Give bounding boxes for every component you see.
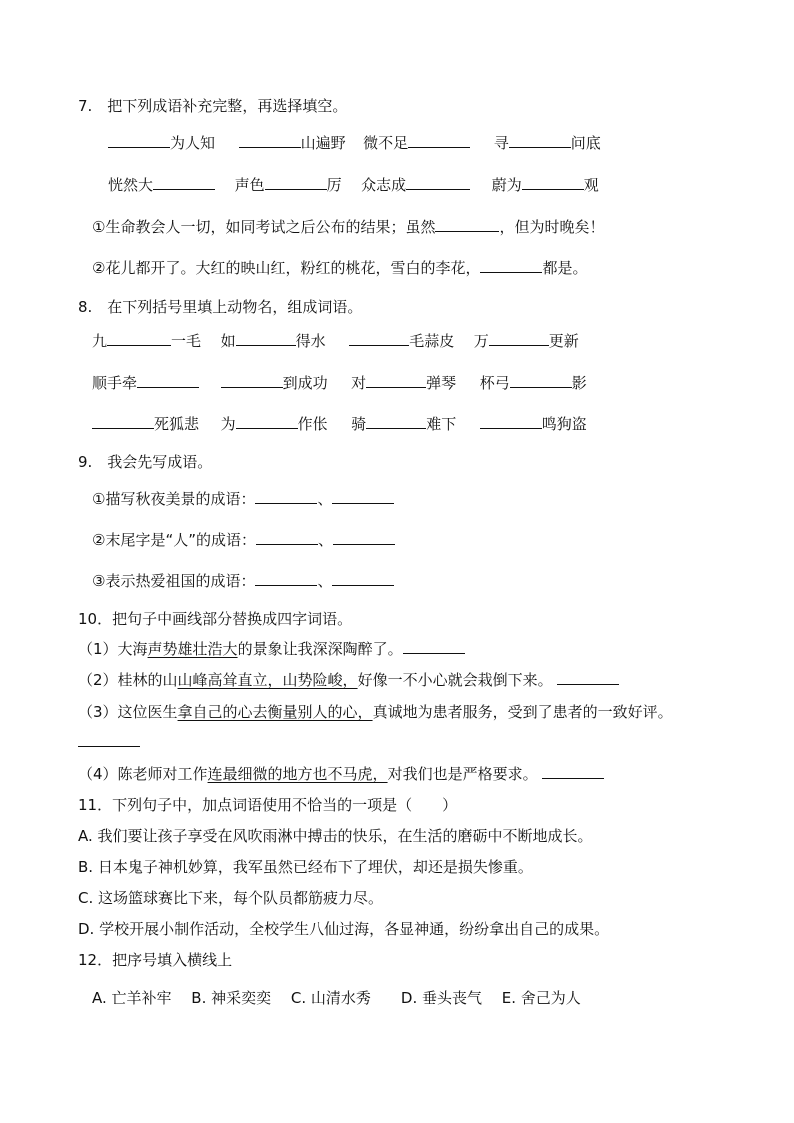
blank[interactable] — [510, 373, 572, 388]
q11-title: 11．下列句子中，加点词语使用不恰当的一项是（ ） — [78, 796, 458, 814]
q8-title: 8. 在下列括号里填上动物名，组成词语。 — [78, 298, 363, 316]
blank[interactable] — [255, 489, 317, 504]
blank[interactable] — [489, 331, 549, 346]
q11-option-d[interactable]: D. 学校开展小制作活动，全校学生八仙过海，各显神通，纷纷拿出自己的成果。 — [78, 920, 610, 938]
blank[interactable] — [239, 133, 301, 148]
blank[interactable] — [332, 489, 394, 504]
blank[interactable] — [221, 373, 283, 388]
q7-row1: 为人知 山遍野 微不足 寻 问底 — [108, 133, 601, 153]
blank[interactable] — [522, 175, 584, 190]
blank[interactable] — [349, 331, 409, 346]
blank[interactable] — [236, 414, 298, 429]
blank[interactable] — [255, 571, 317, 586]
blank[interactable] — [366, 414, 426, 429]
blank[interactable] — [265, 175, 327, 190]
q7-title: 7. 把下列成语补充完整，再选择填空。 — [78, 97, 348, 115]
underlined-phrase: 拿自己的心去衡量别人的心， — [177, 703, 373, 721]
q7-row2: 恍然大 声色 厉 众志成 蔚为 观 — [108, 176, 599, 194]
blank[interactable] — [406, 175, 470, 190]
blank[interactable] — [480, 258, 542, 273]
q7-sentence-2: ②花儿都开了。大红的映山红，粉红的桃花，雪白的李花， 都是。 — [92, 259, 588, 277]
q10-sentence-4: （4）陈老师对工作连最细微的地方也不马虎，对我们也是严格要求。 — [78, 764, 604, 784]
blank[interactable] — [137, 373, 199, 388]
blank[interactable] — [435, 217, 499, 232]
q10-sentence-2: （2）桂林的山山峰高耸直立，山势险峻，好像一不小心就会栽倒下来。 — [78, 670, 619, 690]
q11-option-c[interactable]: C. 这场篮球赛比下来，每个队员都筋疲力尽。 — [78, 889, 384, 907]
q11-option-a[interactable]: A. 我们要让孩子享受在风吹雨淋中搏击的快乐，在生活的磨砺中不断地成长。 — [78, 827, 593, 845]
q12-options: A. 亡羊补牢 B. 神采奕奕 C. 山清水秀 D. 垂头丧气 E. 舍己为人 — [92, 989, 581, 1007]
q10-title: 10．把句子中画线部分替换成四字词语。 — [78, 610, 353, 628]
blank[interactable] — [509, 133, 571, 148]
blank[interactable] — [408, 133, 470, 148]
blank[interactable] — [542, 764, 604, 779]
blank[interactable] — [78, 732, 140, 747]
blank[interactable] — [403, 639, 465, 654]
q9-title: 9. 我会先写成语。 — [78, 453, 213, 471]
blank[interactable] — [153, 175, 215, 190]
blank[interactable] — [236, 331, 296, 346]
underlined-phrase: 连最细微的地方也不马虎， — [207, 765, 388, 783]
q12-title: 12．把序号填入横线上 — [78, 951, 233, 969]
blank[interactable] — [107, 331, 171, 346]
blank[interactable] — [480, 414, 542, 429]
q11-option-b[interactable]: B. 日本鬼子神机妙算，我军虽然已经布下了埋伏，却还是损失惨重。 — [78, 858, 533, 876]
q10-sentence-1: （1）大海声势雄壮浩大的景象让我深深陶醉了。 — [78, 639, 465, 659]
blank[interactable] — [366, 373, 426, 388]
q7-sentence-1: ①生命教会人一切，如同考试之后公布的结果；虽然 ，但为时晚矣！ — [92, 218, 605, 236]
blank[interactable] — [256, 530, 318, 545]
blank[interactable] — [108, 133, 170, 148]
q10-sentence-3-blank — [78, 732, 140, 752]
blank[interactable] — [92, 414, 154, 429]
q8-row2: 顺手牵 到成功 对 弹琴 杯弓 影 — [92, 374, 587, 392]
blank[interactable] — [557, 670, 619, 685]
q9-item-c: ③表示热爱祖国的成语： 、 — [92, 571, 394, 591]
blank[interactable] — [332, 571, 394, 586]
q8-row1: 九 一毛 如 得水 毛蒜皮 万 更新 — [92, 332, 579, 350]
q9-item-a: ①描写秋夜美景的成语： 、 — [92, 489, 394, 509]
underlined-phrase: 山峰高耸直立，山势险峻， — [177, 671, 358, 689]
q10-sentence-3: （3）这位医生拿自己的心去衡量别人的心，真诚地为患者服务，受到了患者的一致好评。 — [78, 703, 673, 721]
q9-item-b: ②末尾字是“人”的成语： 、 — [92, 530, 395, 550]
underlined-phrase: 声势雄壮浩大 — [147, 640, 238, 658]
q8-row3: 死狐悲 为 作伥 骑 难下 鸣狗盗 — [92, 414, 587, 434]
blank[interactable] — [333, 530, 395, 545]
